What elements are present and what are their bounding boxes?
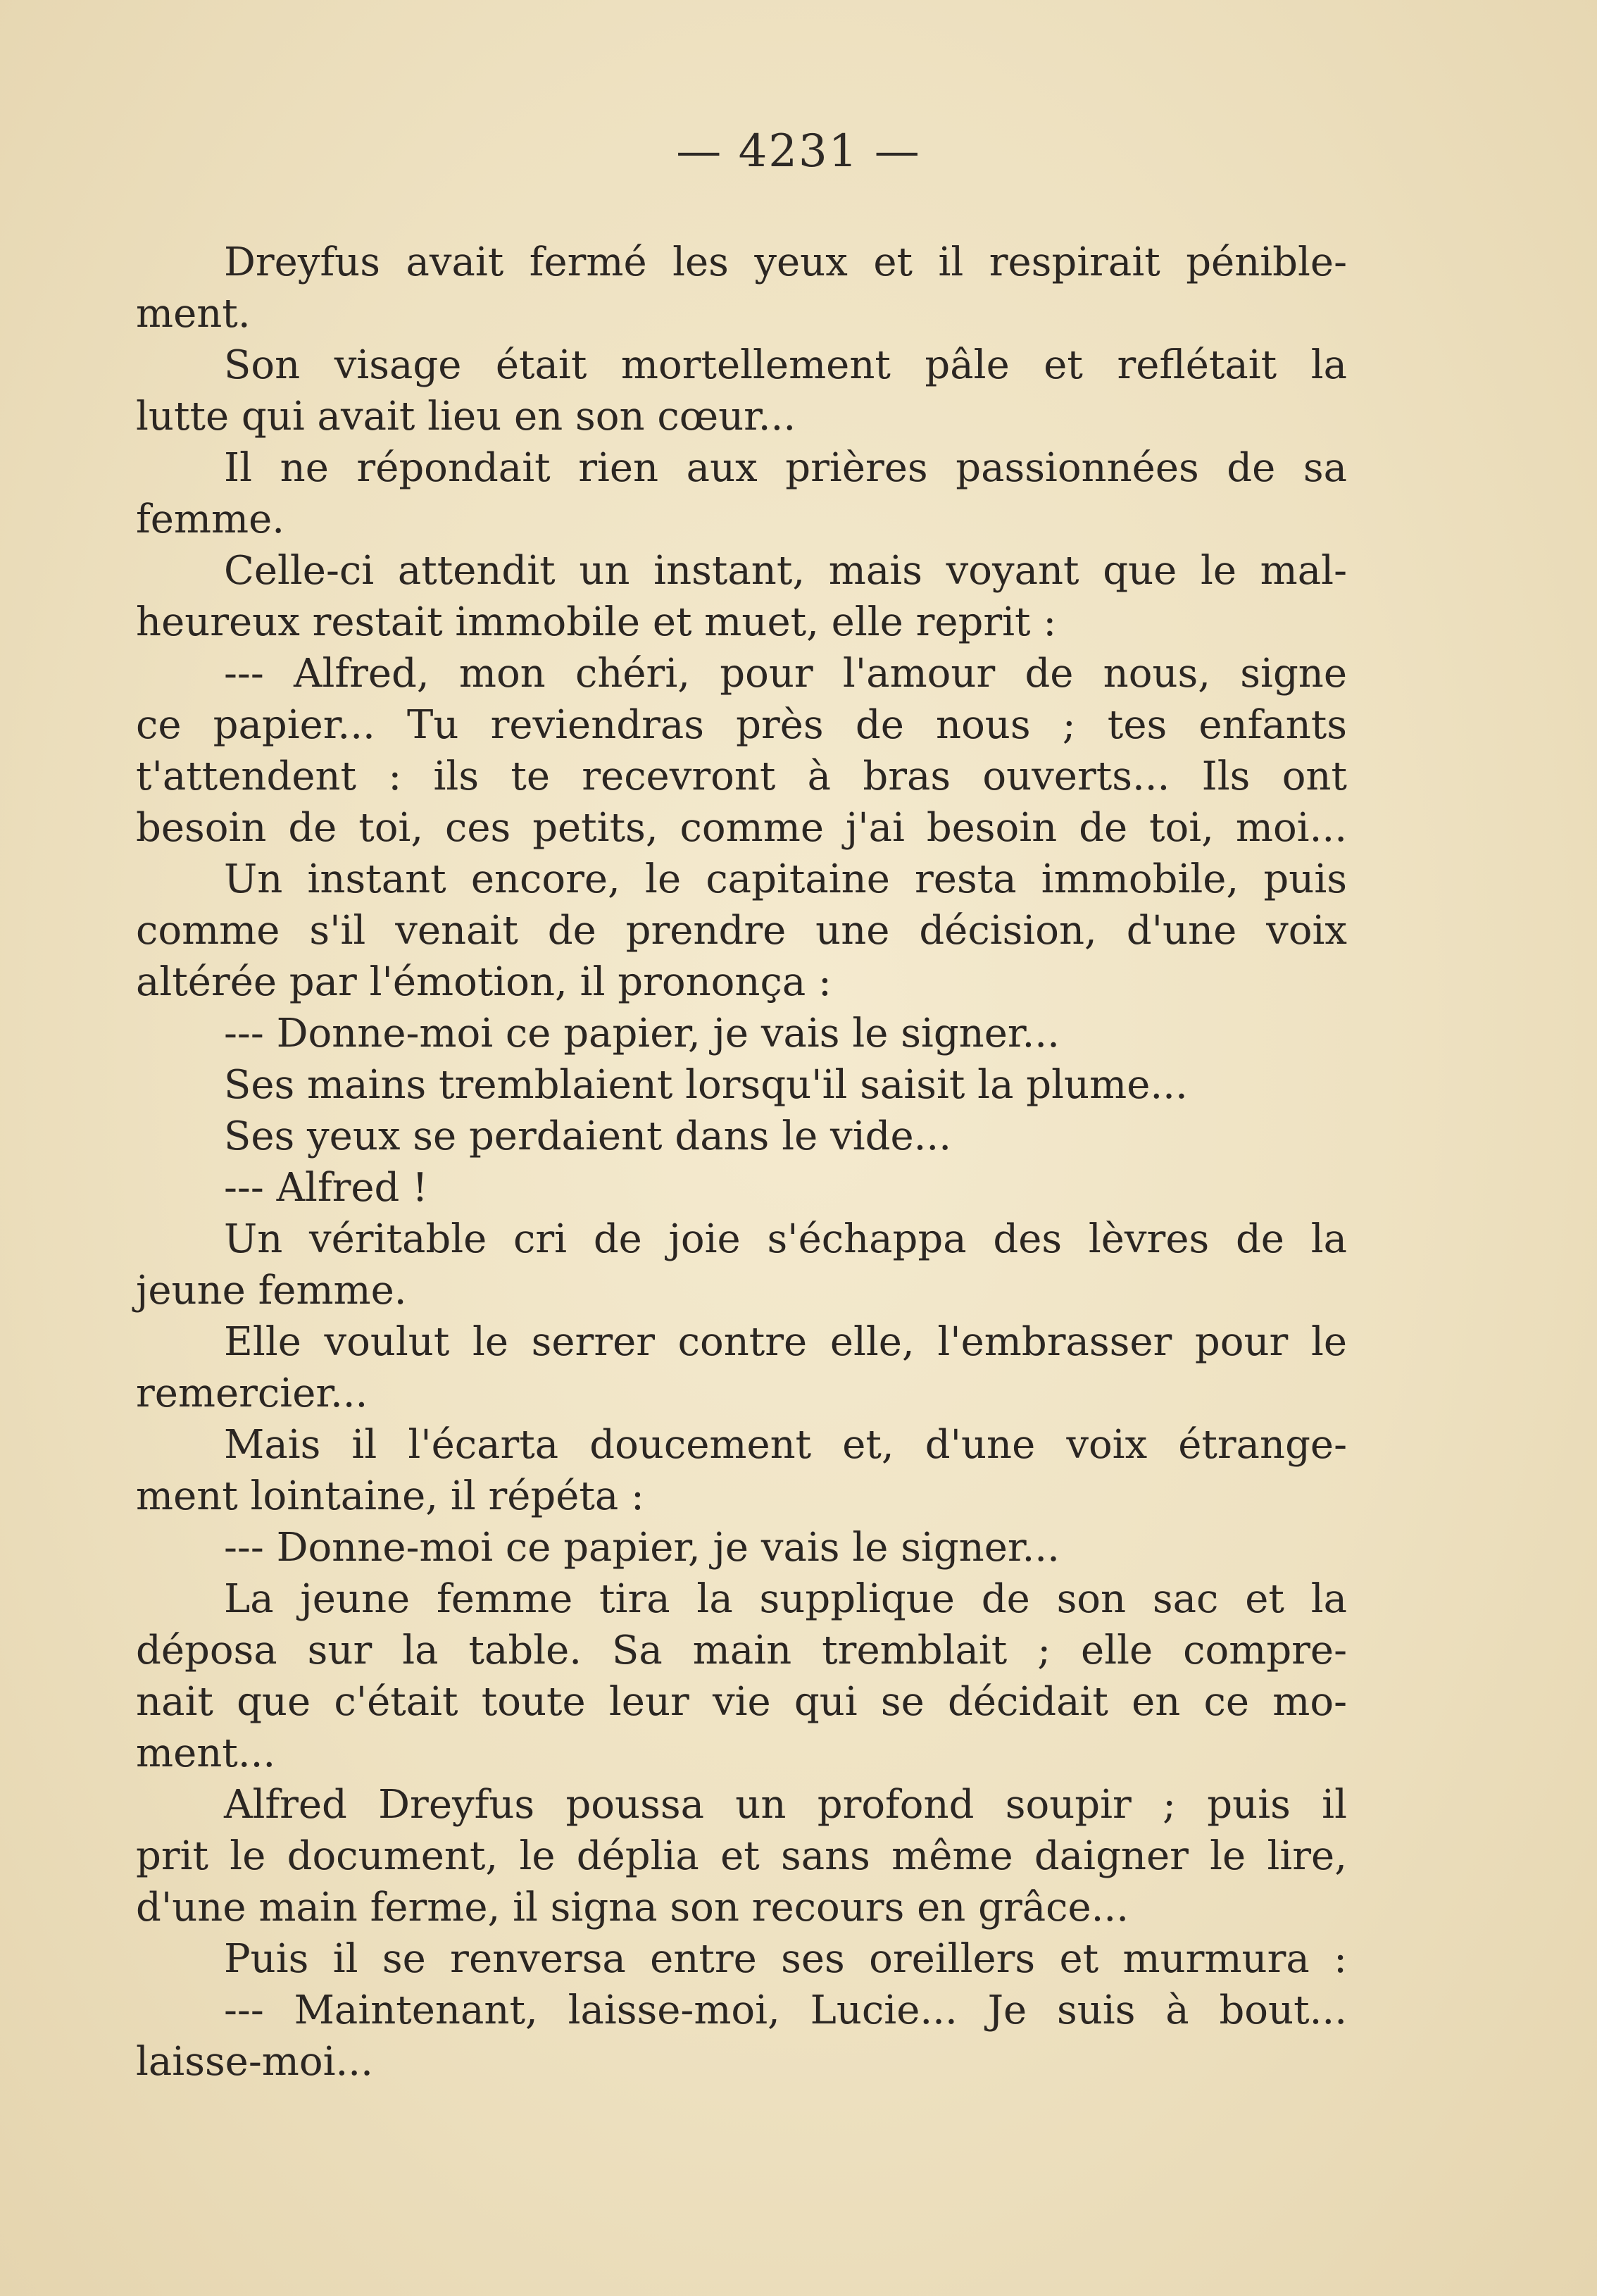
text-line: remercier...: [136, 1371, 368, 1416]
text-line: --- Donne-moi ce papier, je vais le signer...: [224, 1011, 1060, 1056]
body-text: [136, 237, 1347, 2088]
text-line: ce papier... Tu reviendras près de nous ; tes enfants: [136, 702, 1347, 748]
text-line: Un véritable cri de joie s'échappa des lèvres de la: [224, 1216, 1347, 1262]
text-line: Son visage était mortellement pâle et reflétait la: [224, 342, 1347, 388]
text-line: --- Maintenant, laisse-moi, Lucie... Je suis à bout...: [224, 1988, 1347, 2033]
text-line: t'attendent : ils te recevront à bras ouverts... Ils ont: [136, 754, 1347, 799]
text-line: Puis il se renversa entre ses oreillers et murmura :: [224, 1936, 1347, 1982]
text-line: d'une main ferme, il signa son recours en grâce...: [136, 1885, 1129, 1930]
text-line: besoin de toi, ces petits, comme j'ai besoin de toi, moi...: [136, 805, 1347, 851]
text-line: --- Alfred, mon chéri, pour l'amour de nous, signe: [224, 651, 1347, 697]
text-line: Elle voulut le serrer contre elle, l'embrasser pour le: [224, 1319, 1347, 1365]
text-line: Alfred Dreyfus poussa un profond soupir ; puis il: [224, 1782, 1347, 1828]
text-line: Ses yeux se perdaient dans le vide...: [224, 1113, 951, 1159]
page-number: — 4231 —: [676, 125, 921, 177]
text-line: lutte qui avait lieu en son cœur...: [136, 394, 796, 439]
text-line: comme s'il venait de prendre une décision, d'une voix: [136, 908, 1347, 954]
text-line: prit le document, le déplia et sans même daigner le lire,: [136, 1833, 1347, 1879]
text-line: Mais il l'écarta doucement et, d'une voix étrange-: [224, 1422, 1347, 1468]
text-line: Celle-ci attendit un instant, mais voyant que le mal-: [224, 548, 1347, 594]
text-line: La jeune femme tira la supplique de son sac et la: [224, 1576, 1347, 1622]
text-line: laisse-moi...: [136, 2039, 373, 2085]
text-line: Un instant encore, le capitaine resta immobile, puis: [224, 856, 1347, 902]
text-line: ment lointaine, il répéta :: [136, 1473, 644, 1519]
text-line: Dreyfus avait fermé les yeux et il respirait pénible-: [224, 239, 1347, 285]
text-line: ment...: [136, 1730, 276, 1776]
text-line: Ses mains tremblaient lorsqu'il saisit la plume...: [224, 1062, 1188, 1108]
text-line: jeune femme.: [136, 1268, 407, 1314]
text-line: Il ne répondait rien aux prières passionnées de sa: [224, 445, 1347, 491]
text-line: déposa sur la table. Sa main tremblait ; elle compre-: [136, 1628, 1347, 1673]
text-line: --- Alfred !: [224, 1165, 428, 1211]
text-line: heureux restait immobile et muet, elle reprit :: [136, 599, 1057, 645]
text-line: altérée par l'émotion, il prononça :: [136, 959, 832, 1005]
text-line: femme.: [136, 497, 285, 542]
text-line: --- Donne-moi ce papier, je vais le signer...: [224, 1525, 1060, 1571]
text-line: ment.: [136, 291, 251, 337]
text-line: nait que c'était toute leur vie qui se décidait en ce mo-: [136, 1679, 1347, 1725]
